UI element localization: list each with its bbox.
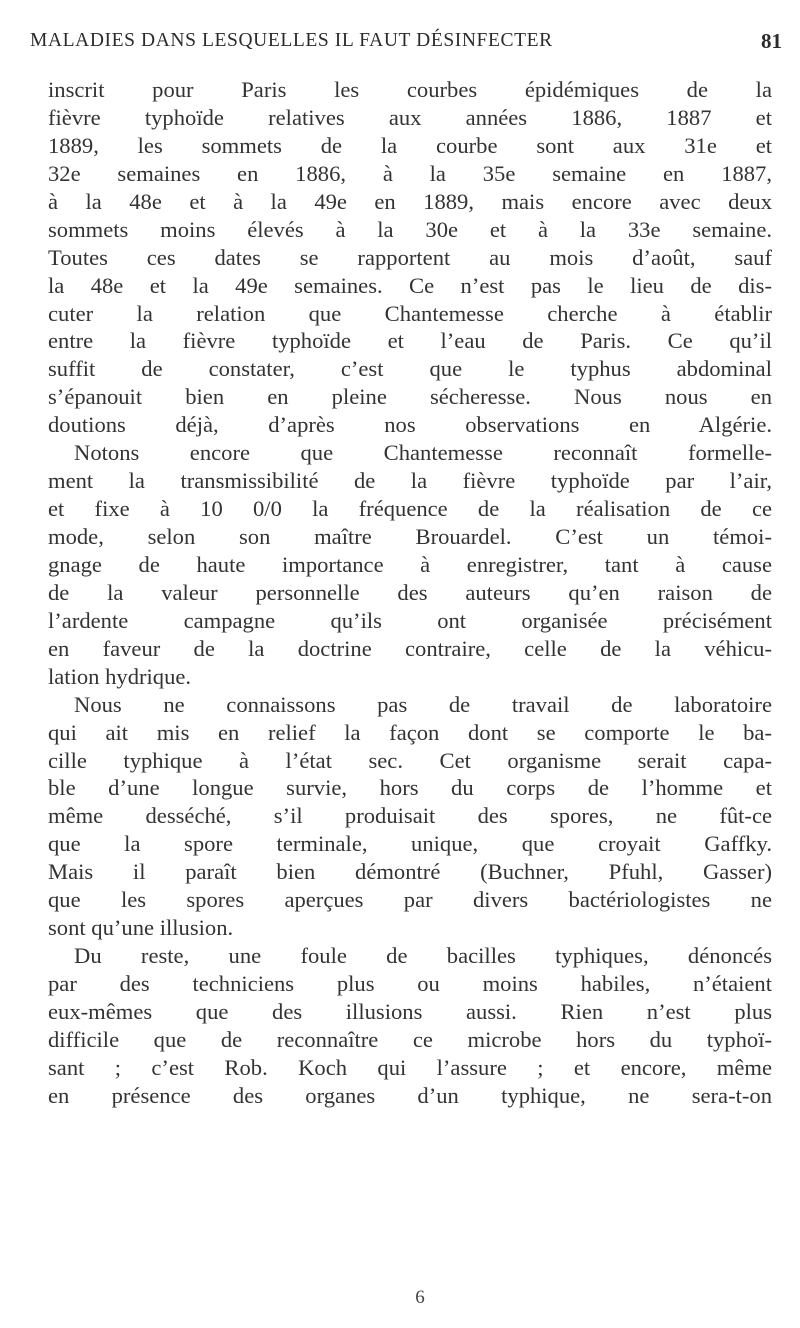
running-head (30, 30, 782, 60)
text-line: que la spore terminale, unique, que croyait Gaffky. (48, 831, 772, 857)
text-line: ment la transmissibilité de la fièvre typhoïde par l’air, (48, 468, 772, 494)
text-line: la 48e et la 49e semaines. Ce n’est pas le lieu de dis- (48, 272, 772, 298)
page-number: 81 (761, 29, 782, 53)
text-line: gnage de haute importance à enregistrer, tant à cause (48, 551, 772, 577)
body-text (48, 76, 772, 1110)
text-line: sommets moins élevés à la 30e et à la 33e semaine. (48, 216, 772, 242)
text-line: doutions déjà, d’après nos observations en Algérie. (48, 412, 772, 438)
text-line: en faveur de la doctrine contraire, celle de la véhicu- (48, 635, 772, 661)
text-line: mode, selon son maître Brouardel. C’est un témoi- (48, 524, 772, 549)
text-line: de la valeur personnelle des auteurs qu’en raison de (48, 579, 772, 605)
text-line: suffit de constater, c’est que le typhus abdominal (48, 356, 772, 382)
text-line: ble d’une longue survie, hors du corps de l’homme et (48, 775, 772, 801)
signature-mark (0, 1287, 800, 1309)
text-line: Toutes ces dates se rapportent au mois d’août, sauf (48, 244, 772, 270)
running-head-title: MALADIES DANS LESQUELLES IL FAUT DÉSINFECTER (30, 30, 553, 51)
signature-mark-text: 6 (415, 1287, 425, 1308)
text-line: 32e semaines en 1886, à la 35e semaine en 1887, (48, 160, 772, 186)
text-line: inscrit pour Paris les courbes épidémiques de la (48, 77, 772, 102)
text-line: en présence des organes d’un typhique, ne sera-t-on (48, 1082, 772, 1108)
text-line: qui ait mis en relief la façon dont se comporte le ba- (48, 719, 772, 745)
text-line: cuter la relation que Chantemesse cherche à établir (48, 300, 772, 326)
text-line: et fixe à 10 0/0 la fréquence de la réalisation de ce (48, 496, 772, 522)
text-line: à la 48e et à la 49e en 1889, mais encore avec deux (48, 188, 772, 214)
text-line: sant ; c’est Rob. Koch qui l’assure ; et encore, même (48, 1054, 772, 1080)
text-line: l’ardente campagne qu’ils ont organisée précisément (48, 607, 772, 633)
text-line: 1889, les sommets de la courbe sont aux 31e et (48, 132, 772, 158)
text-line: s’épanouit bien en pleine sécheresse. Nous nous en (48, 384, 772, 410)
text-line: sont qu’une illusion. (48, 915, 234, 941)
text-line: eux-mêmes que des illusions aussi. Rien n’est plus (48, 998, 772, 1024)
text-line: que les spores aperçues par divers bactériologistes ne (48, 887, 772, 913)
text-line: Notons encore que Chantemesse reconnaît formelle- (74, 440, 772, 466)
text-line: Mais il paraît bien démontré (Buchner, Pfuhl, Gasser) (48, 859, 772, 885)
text-line: Nous ne connaissons pas de travail de laboratoire (74, 691, 772, 717)
text-line: même desséché, s’il produisait des spores, ne fût-ce (48, 803, 772, 829)
text-line: par des techniciens plus ou moins habiles, n’étaient (48, 971, 772, 996)
text-line: lation hydrique. (48, 663, 192, 689)
text-line: fièvre typhoïde relatives aux années 1886, 1887 et (48, 104, 772, 130)
text-line: difficile que de reconnaître ce microbe hors du typhoï- (48, 1026, 772, 1052)
text-line: Du reste, une foule de bacilles typhiques, dénoncés (74, 943, 772, 969)
text-line: entre la fièvre typhoïde et l’eau de Paris. Ce qu’il (48, 328, 772, 354)
text-line: cille typhique à l’état sec. Cet organisme serait capa- (48, 747, 772, 773)
